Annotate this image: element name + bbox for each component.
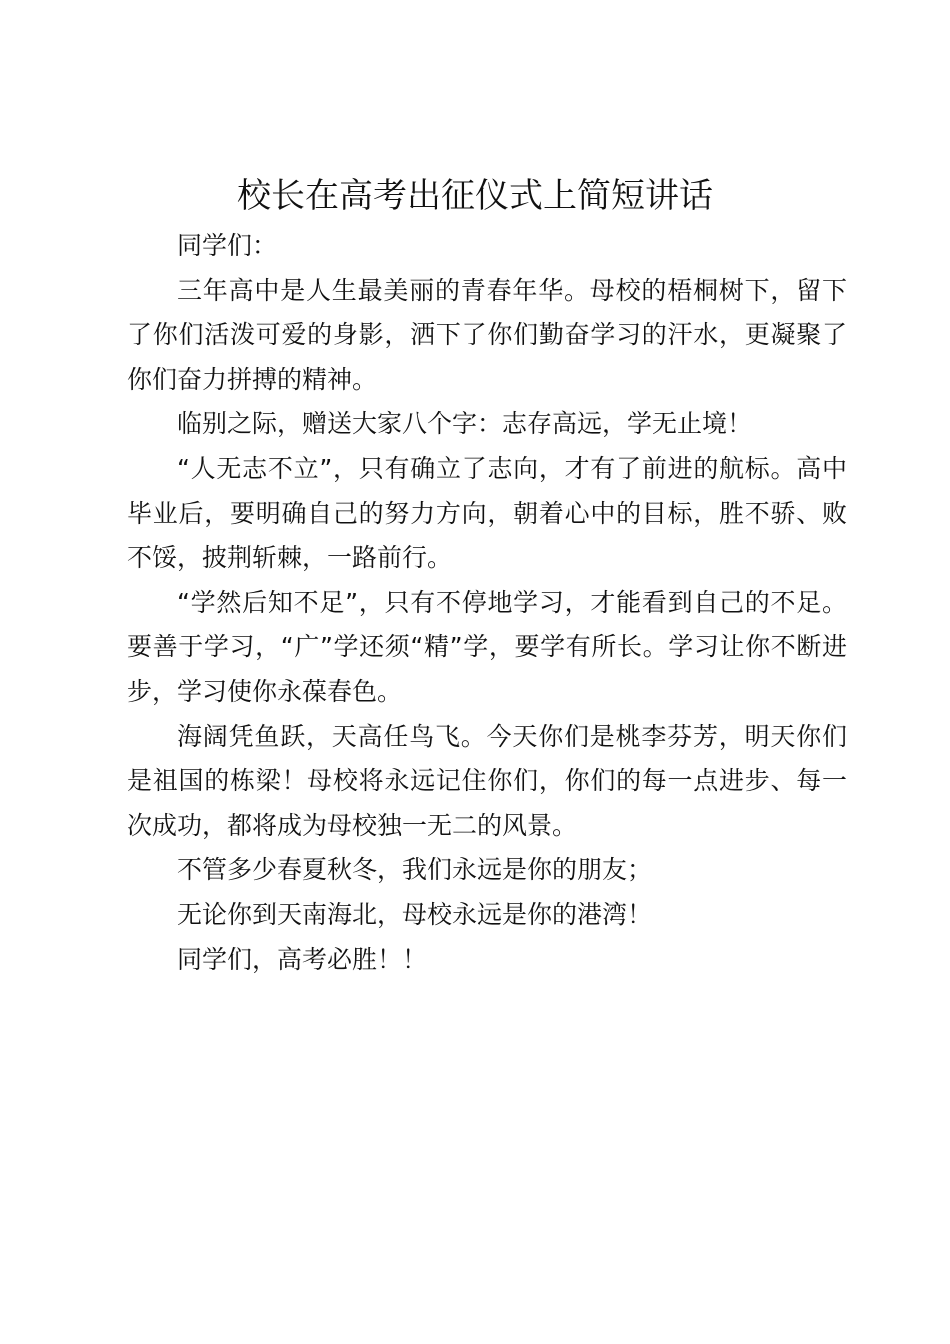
document-title: 校长在高考出征仪式上简短讲话 — [237, 176, 713, 216]
paragraph-friends: 不管多少春夏秋冬，我们永远是你的朋友； — [177, 855, 653, 885]
paragraph-ambition: “人无志不立”，只有确立了志向，才有了前进的航标。高中毕业后，要明确自己的努力方向，朝着心中的目标，胜不骄、败不馁，披荆斩棘，一路前行。 — [127, 453, 847, 573]
paragraph-gift-words: 临别之际，赠送大家八个字：志存高远，学无止境！ — [177, 409, 753, 439]
paragraph-learning: “学然后知不足”，只有不停地学习，才能看到自己的不足。要善于学习，“广”学还须“精”学，要学有所长。学习让你不断进步，学习使你永葆春色。 — [127, 587, 847, 706]
document-body — [127, 224, 847, 982]
paragraph-youth: 三年高中是人生最美丽的青春年华。母校的梧桐树下，留下了你们活泼可爱的身影，洒下了你们勤奋学习的汗水，更凝聚了你们奋力拼搏的精神。 — [127, 275, 847, 394]
paragraph-closing: 同学们，高考必胜！！ — [177, 944, 428, 974]
paragraph-harbor: 无论你到天南海北，母校永远是你的港湾！ — [177, 899, 653, 929]
paragraph-future: 海阔凭鱼跃，天高任鸟飞。今天你们是桃李芬芳，明天你们是祖国的栋梁！母校将永远记住你们，你们的每一点进步、每一次成功，都将成为母校独一无二的风景。 — [127, 721, 847, 840]
paragraph-salutation: 同学们： — [177, 231, 278, 260]
